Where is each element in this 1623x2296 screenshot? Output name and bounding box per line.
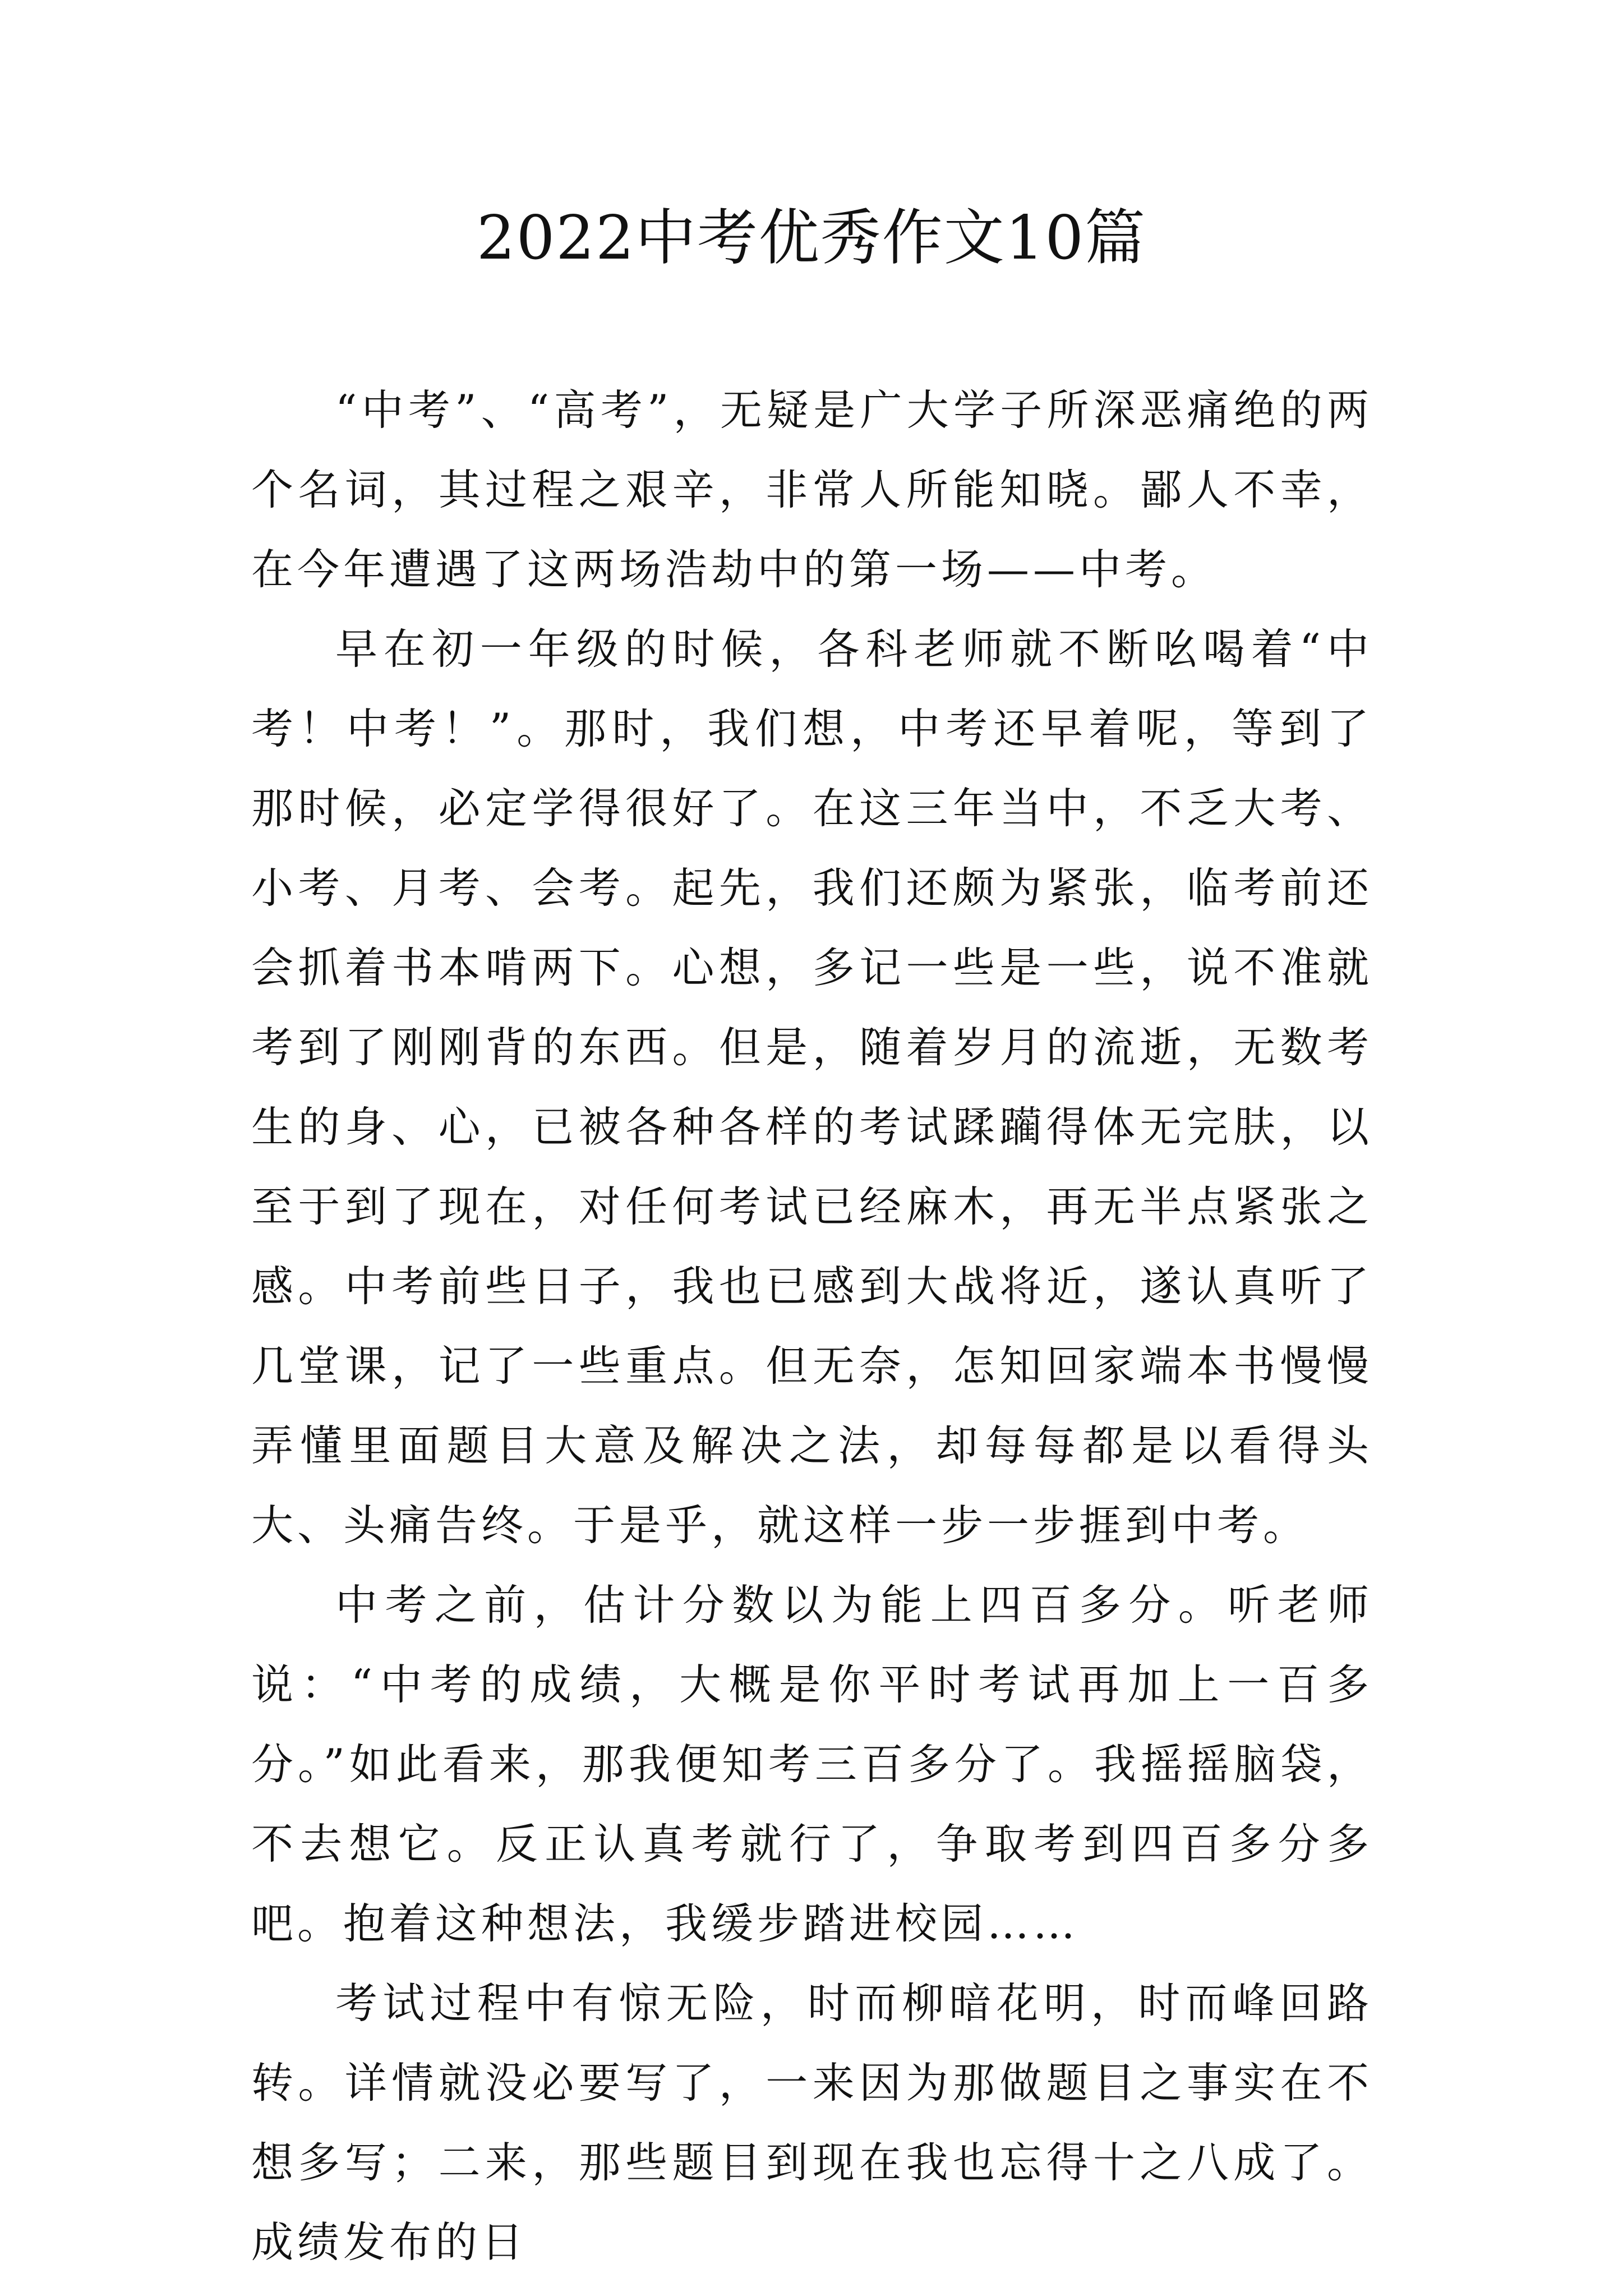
paragraph-2: 早在初一年级的时候，各科老师就不断吆喝着“中考！中考！”。那时，我们想，中考还早着呢，等到了那时候，必定学得很好了。在这三年当中，不乏大考、小考、月考、会考。起先，我们还颇为紧张，临考前还会抓着书本啃两下。心想，多记一些是一些，说不准就考到了刚刚背的东西。但是，随着岁月的流逝，无数考生的身、心，已被各种各样的考试蹂躏得体无完肤，以至于到了现在，对任何考试已经麻木，再无半点紧张之感。中考前些日子，我也已感到大战将近，遂认真听了几堂课，记了一些重点。但无奈，怎知回家端本书慢慢弄懂里面题目大意及解决之法，却每每都是以看得头大、头痛告终。于是乎，就这样一步一步捱到中考。 <box>251 624 1373 1550</box>
paragraph-3: 中考之前，估计分数以为能上四百多分。听老师说：“中考的成绩，大概是你平时考试再加上一百多分。”如此看来，那我便知考三百多分了。我摇摇脑袋，不去想它。反正认真考就行了，争取考到四百多分多吧。抱着这种想法，我缓步踏进校园…… <box>251 1580 1373 1948</box>
paragraph-4: 考试过程中有惊无险，时而柳暗花明，时而峰回路转。详情就没必要写了，一来因为那做题目之事实在不想多写；二来，那些题目到现在我也忘得十之八成了。成绩发布的日 <box>251 1978 1373 2267</box>
document-title: 2022中考优秀作文10篇 <box>476 203 1147 273</box>
paragraph-1: “中考”、“高考”，无疑是广大学子所深恶痛绝的两个名词，其过程之艰辛，非常人所能知晓。鄙人不幸，在今年遭遇了这两场浩劫中的第一场——中考。 <box>251 385 1373 594</box>
document-body <box>251 370 1373 2282</box>
